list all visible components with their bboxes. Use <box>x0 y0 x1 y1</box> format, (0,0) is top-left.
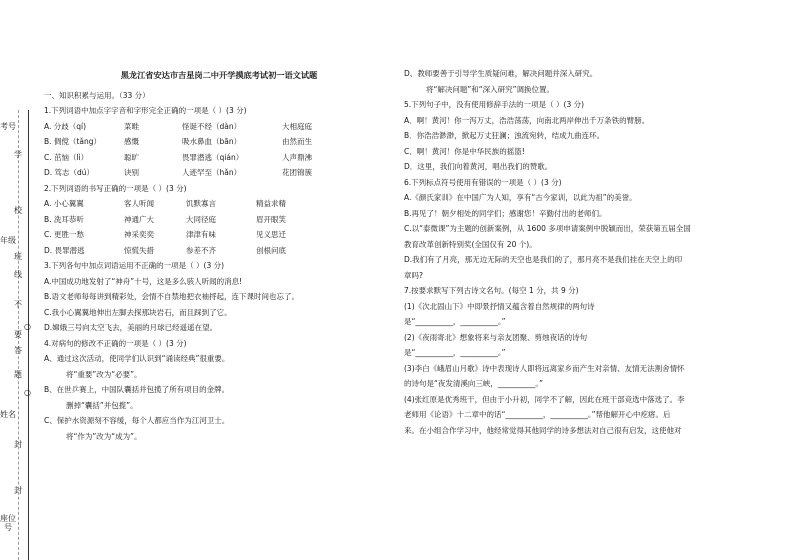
margin-label: 线 <box>14 270 22 279</box>
margin-label: 要 <box>14 330 22 339</box>
question-3-stem: 3.下列各句中加点词语运用不正确的一项是（ ）(3 分) <box>44 261 225 270</box>
margin-label: 校 <box>14 206 22 215</box>
question-4-option-b: B、在世乒赛上，中国队囊括并包揽了所有项目的金牌。 <box>44 385 230 394</box>
question-7-item-4: (4)张红原是优秀班干，但由于小升初，同学不了解，因此在班干部竞选中落选了。李 <box>404 394 685 404</box>
right-column <box>404 66 756 438</box>
question-4-fix-c: 将“作为”改为“成为”。 <box>66 431 142 441</box>
question-6-stem: 6.下列标点符号使用有错误的一项是（ ）(3 分) <box>404 177 562 187</box>
question-6-option-c: C.以“泰微课”为主题的创新案例，从 1600 多项申请案例中脱颖而出，荣获第五届全国 <box>404 224 691 233</box>
question-7-item-1-blank: 是“__________，__________。” <box>404 317 506 326</box>
question-7-item-2-blank: 是“__________，__________。” <box>404 348 506 357</box>
question-5-option-b: B．你浩浩渺渺，掀起万丈狂澜；浊流宛转，结成九曲连环。 <box>404 131 605 140</box>
question-5-option-d: D．这里，我们向着黄河，唱出我们的赞歌。 <box>404 162 553 171</box>
question-3-option-b: B.语文老师每每讲到精彩处，会情不自禁地把衣袖捋起，连下课时间也忘了。 <box>44 292 300 301</box>
exam-title: 黑龙江省安达市吉星岗二中开学摸底考试初一语文试题 <box>120 70 318 80</box>
question-1-option-b: B. 倜傥（tǎng） 感慨 吸水鼻血（bān） 由然而生 <box>44 137 312 146</box>
question-1-option-d: D. 笃志（dú） 诀别 人迹罕至（hǎn） 花团锦簇 <box>44 168 312 177</box>
margin-label: 封 <box>14 440 22 449</box>
question-4-option-d: D、教师要善于引导学生质疑问难，解决问题并深入研究。 <box>404 69 598 78</box>
question-4-option-c: C、保护水资源刻不容缓，每个人都应当作为江河卫士。 <box>44 416 230 425</box>
margin-label-seat: 座位号 <box>0 514 16 532</box>
question-1-option-a: A. 分歧（qí) 菜畦 怪诞不经（dàn） 大相庭庭 <box>44 121 312 131</box>
question-7-item-3-blank: 的诗句是“夜发清溪向三峡，__________。” <box>404 379 544 388</box>
question-6-option-d-cont: 章吗? <box>404 270 423 280</box>
question-7-item-3: (3)李白《峨眉山月歌》诗中表现诗人即将远离家乡而产生对亲情、友情无法割舍情怀 <box>404 363 685 373</box>
left-column <box>44 68 394 444</box>
question-2-option-d: D. 畏罪潜逃 惊慌失措 参差不齐 创根问底 <box>44 245 286 255</box>
question-3-option-a: A.中国成功地发射了“神舟”十号，这是多么骇人听闻的消息! <box>44 276 243 286</box>
question-7-item-1: (1)《次北固山下》中即景抒情又蕴含着自然规律的两句诗 <box>404 301 595 311</box>
margin-label-student-id: 考号 <box>0 122 16 131</box>
section-heading: 一、知识积累与运用。（33 分） <box>44 90 150 100</box>
question-4-fix-d: 将“解决问题”和“深入研究”调换位置。 <box>426 84 555 94</box>
question-2-option-c: C. 更胜一愁 神采奕奕 津津有味 见义思迁 <box>44 230 286 239</box>
question-6-option-b: B.再见了！朝夕相处的同学们；感谢您！辛勤付出的老师们。 <box>404 208 607 218</box>
question-4-stem: 4.对病句的修改不正确的一项是（ ）(3 分) <box>44 338 187 348</box>
question-5-stem: 5.下列句子中，没有使用修辞手法的一项是（ ）(3 分) <box>404 100 585 109</box>
margin-label: 封 <box>14 486 22 495</box>
question-1-stem: 1.下列词语中加点字字音和字形完全正确的一项是（ ）(3 分) <box>44 106 247 115</box>
margin-label-grade: 年级 <box>0 236 16 245</box>
question-6-option-a: A.《颜氏家训》在中国广为人知，享有“古今家训，以此为祖”的美誉。 <box>404 193 637 202</box>
question-4-option-a: A、通过这次活动，使同学们认识到“诵读经典”很重要。 <box>44 354 230 363</box>
question-7-item-4-cont: 老师用《论语》十二章中的话“__________，__________。”帮他解开心中疙瘩。后 <box>404 410 671 419</box>
question-2-stem: 2.下列词语的书写正确的一项是（ ）(3 分) <box>44 183 187 193</box>
question-3-option-c: C.我小心翼翼地伸出左脚去探那块岩石，而且踩到了它。 <box>44 307 232 317</box>
margin-label-name: 姓名 <box>0 410 16 419</box>
question-6-option-d: D.我们有了月亮，那无边无际的天空也是我们的了，那月亮不是我们挂在天空上的印 <box>404 255 683 264</box>
margin-label: 班 <box>14 252 22 261</box>
question-6-option-c-cont: 教育改革创新特别奖(全国仅有 20 个)。 <box>404 239 537 249</box>
margin-label: 题 <box>14 370 22 379</box>
question-4-fix-a: 将“重要”改为“必要”。 <box>66 369 142 379</box>
binding-hole-icon: ○ <box>24 388 31 397</box>
question-7-stem: 7.按要求默写下列古诗文名句。(每空 1 分，共 9 分) <box>404 286 579 295</box>
question-7-item-4-cont: 来。在小组合作学习中，他经常觉得其他同学的诗多想法对自己很有启发，这使他对 <box>404 425 682 435</box>
question-2-option-a: A. 小心翼翼 客人听闻 饥默寡言 精益求精 <box>44 199 286 208</box>
question-5-option-a: A．啊！黄河！你一泻万丈，浩浩荡荡，向南北两岸伸出千万条铁的臂膀。 <box>404 115 650 125</box>
question-3-option-d: D.嫦娥三号向太空飞去，美丽的月球已经遥遥在望。 <box>44 323 218 332</box>
margin-label: 答 <box>14 346 22 355</box>
binding-line <box>28 110 29 560</box>
margin-label: 学 <box>14 150 22 159</box>
question-1-option-c: C. 茁恼（lì） 聪旷 畏罪潜逃（qián） 人声鼎沸 <box>44 152 312 162</box>
question-5-option-c: C．啊！黄河！你是中华民族的摇篮! <box>404 146 525 156</box>
question-7-item-2: (2)《夜雨寄北》想象将来与亲友团聚、剪烛夜话的诗句 <box>404 332 588 342</box>
binding-hole-icon: ○ <box>24 322 31 331</box>
margin-label: 不 <box>14 300 22 309</box>
question-2-option-b: B. 洗耳恭听 神通广大 大同径庭 眉开眼笑 <box>44 214 286 224</box>
question-4-fix-b: 删掉“囊括”并包揽”。 <box>66 400 138 410</box>
